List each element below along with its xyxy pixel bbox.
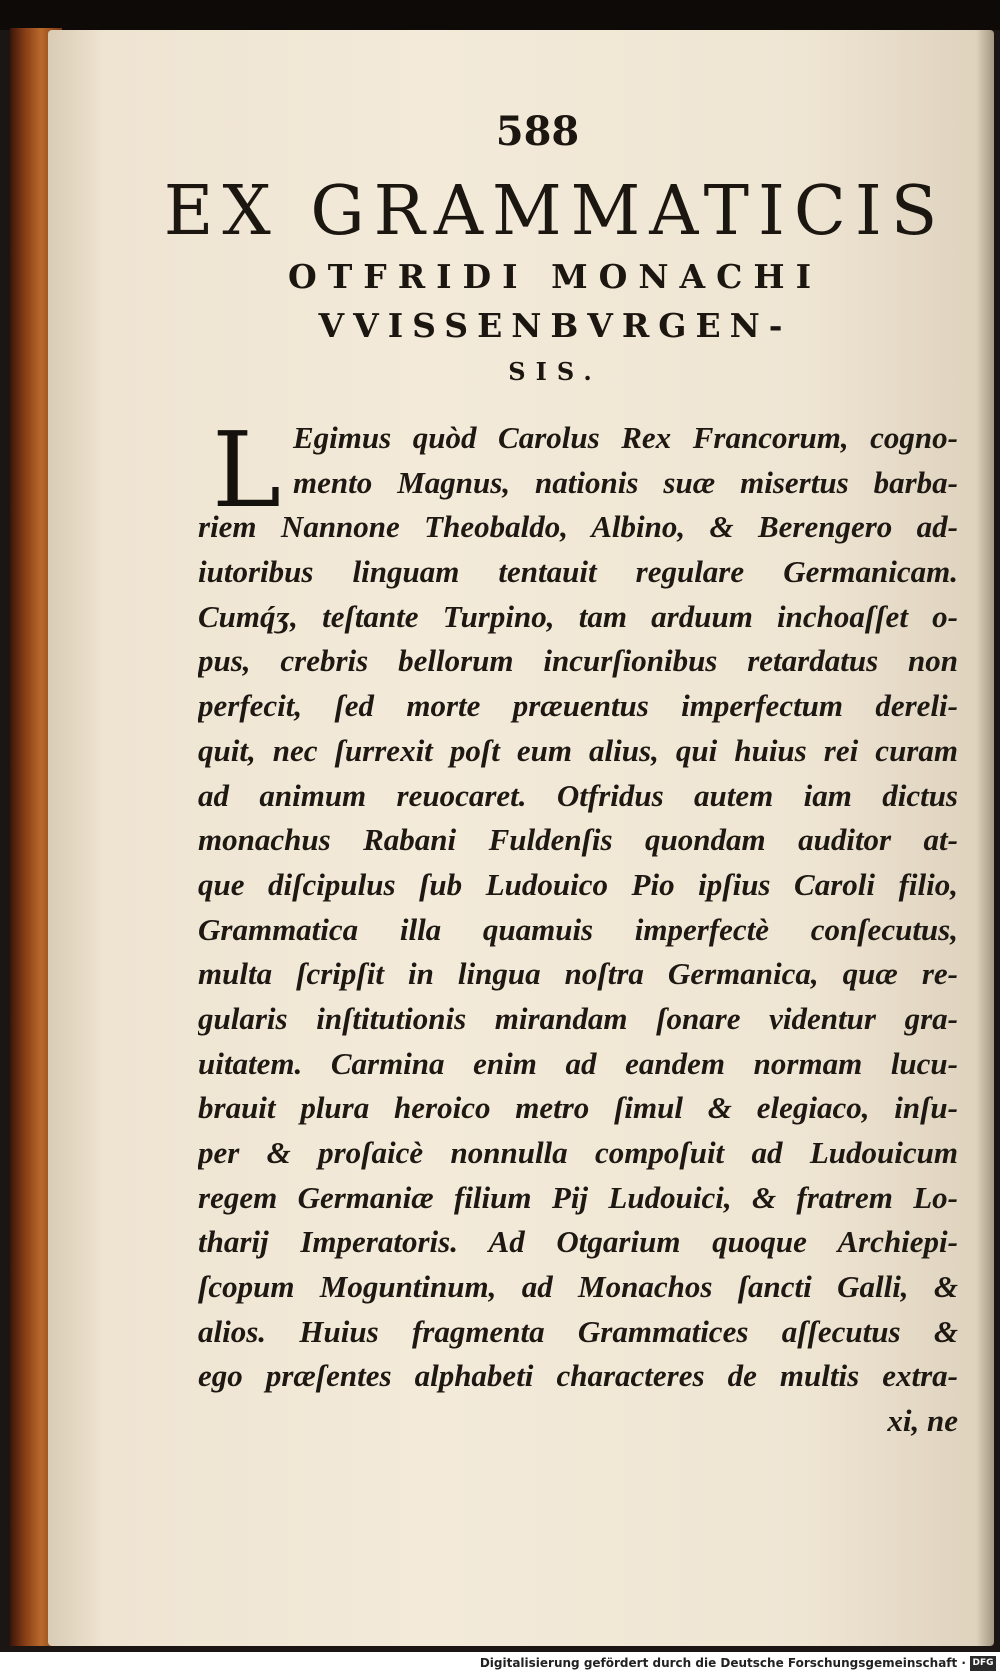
text-line: alios. Huius fragmenta Grammatices aſſecutus & xyxy=(198,1313,958,1349)
text-line: tharij Imperatoris. Ad Otgarium quoque Archiepi- xyxy=(198,1224,958,1260)
heading-line: SIS. xyxy=(508,357,602,386)
text-line: perfecit, ſed morte præuentus imperfectum dereli- xyxy=(198,688,958,724)
catchword-line: xi, ne xyxy=(887,1403,958,1439)
text-line: uitatem. Carmina enim ad eandem normam lucu- xyxy=(198,1045,958,1081)
heading-line: EX GRAMMATICIS xyxy=(163,172,947,251)
footer-bar xyxy=(0,1652,1000,1677)
text-line: quit, nec ſurrexit poſt eum alius, qui huius rei curam xyxy=(198,732,958,768)
text-line: per & proſaicè nonnulla compoſuit ad Ludouicum xyxy=(198,1135,958,1170)
text-line: Grammatica illa quamuis imperfectè conſecutus, xyxy=(198,911,958,947)
text-line: brauit plura heroico metro ſimul & elegiaco, inſu- xyxy=(198,1090,958,1126)
scan-top-border xyxy=(0,0,1000,30)
dfg-logo: DFG xyxy=(970,1656,996,1671)
text-line: mento Magnus, nationis suæ misertus barba- xyxy=(293,464,958,500)
text-line: iutoribus linguam tentauit regulare Germanicam. xyxy=(198,554,958,590)
body-text xyxy=(198,409,958,1444)
heading-line: VVISSENBVRGEN- xyxy=(318,306,792,345)
text-line: multa ſcripſit in lingua noſtra Germanica, quæ re- xyxy=(198,956,958,992)
text-line: Egimus quòd Carolus Rex Francorum, cogno- xyxy=(293,420,958,455)
text-line: regem Germaniæ filium Pij Ludouici, & fratrem Lo- xyxy=(198,1179,958,1215)
text-line: gularis inſtitutionis mirandam ſonare videntur gra- xyxy=(198,1000,958,1036)
funding-credit: Digitalisierung gefördert durch die Deutsche Forschungsgemeinschaft · xyxy=(479,1656,966,1670)
text-line: ad animum reuocaret. Otfridus autem iam dictus xyxy=(198,777,958,813)
text-line: Cumq́ʒ, teſtante Turpino, tam arduum inchoaſſet o- xyxy=(198,598,958,634)
text-line: que diſcipulus ſub Ludouico Pio ipſius Caroli filio, xyxy=(198,866,958,902)
drop-cap-initial: L xyxy=(212,409,282,531)
text-line: riem Nannone Theobaldo, Albino, & Berengero ad- xyxy=(198,509,958,545)
text-line: monachus Rabani Fuldenſis quondam auditor at- xyxy=(198,822,958,858)
heading-line: OTFRIDI MONACHI xyxy=(287,257,823,296)
text-line: ego præſentes alphabeti characteres de multis extra- xyxy=(198,1358,958,1394)
text-line: pus, crebris bellorum incurſionibus retardatus non xyxy=(198,643,958,679)
page-number: 588 xyxy=(495,108,580,155)
text-line: ſcopum Moguntinum, ad Monachos ſancti Galli, & xyxy=(198,1269,958,1305)
chapter-heading xyxy=(150,172,960,386)
